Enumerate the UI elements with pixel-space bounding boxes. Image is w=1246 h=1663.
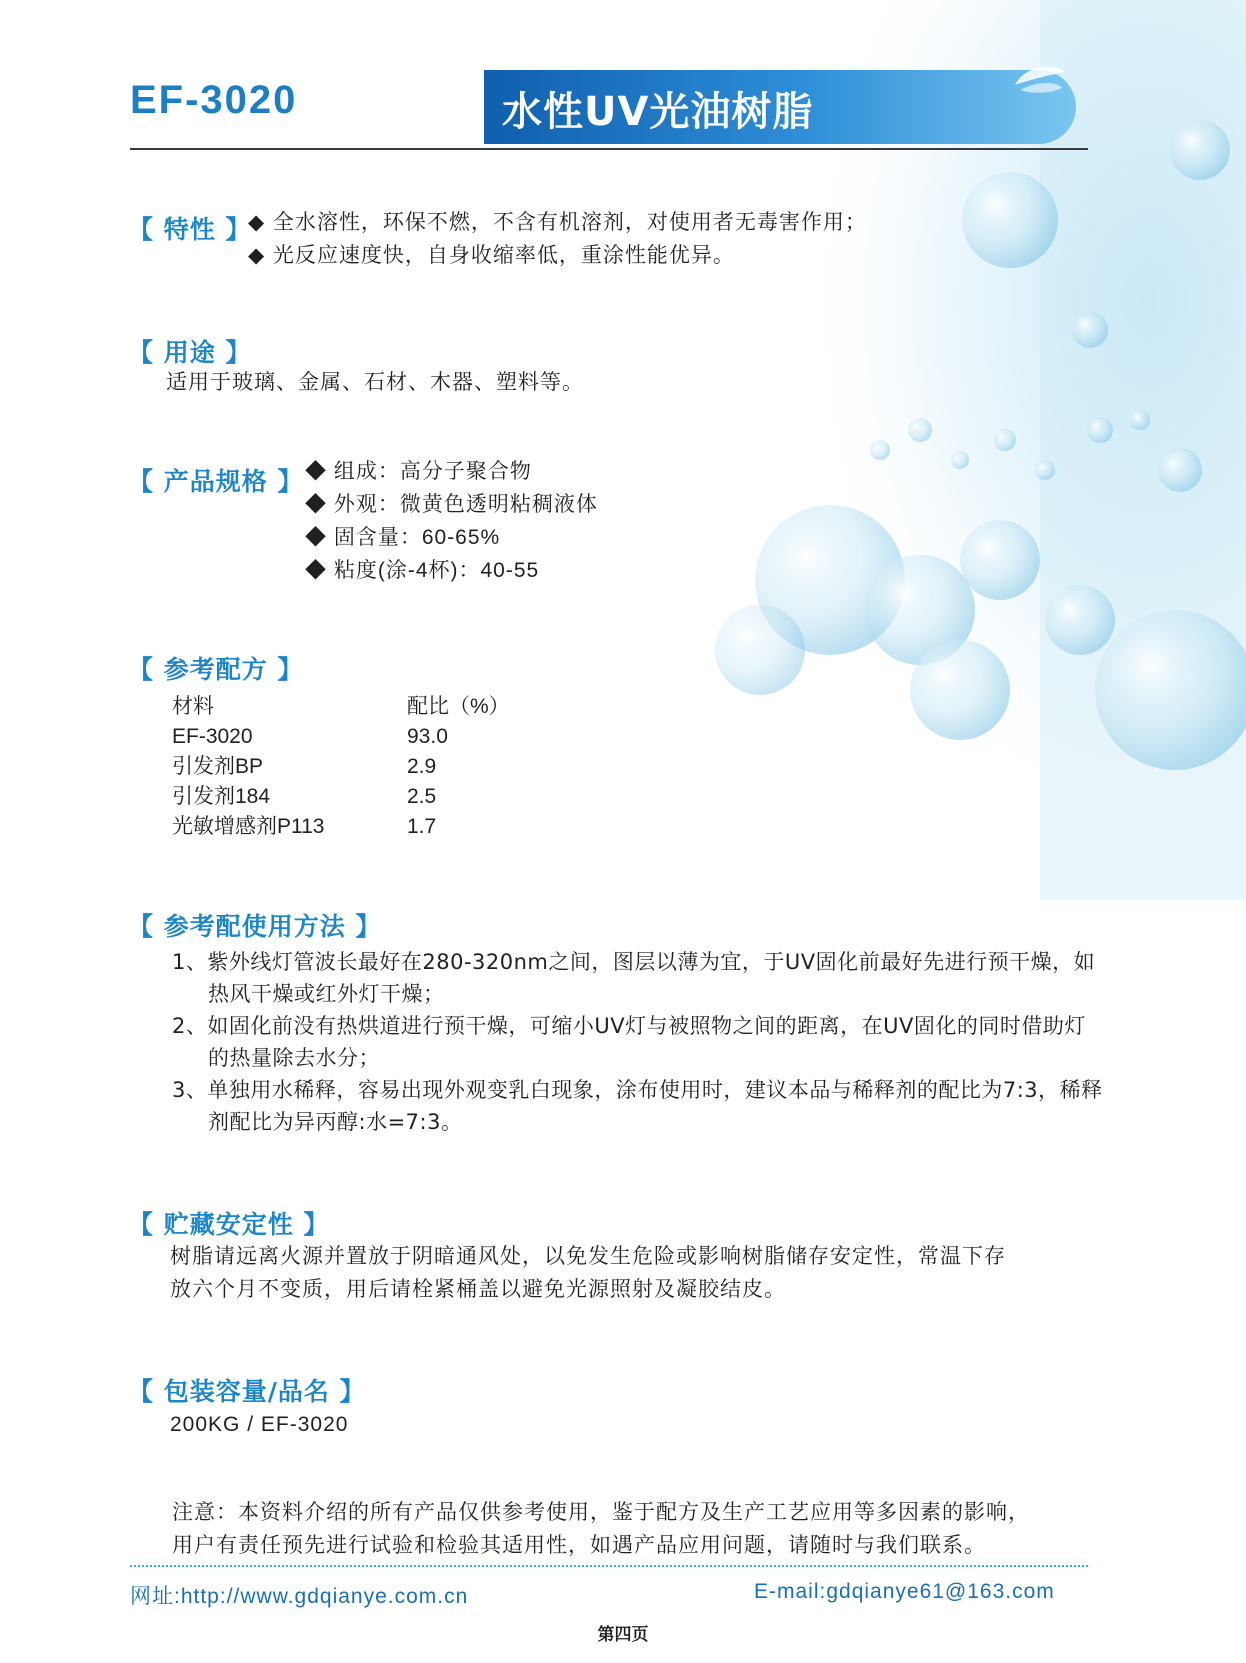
spec-item: ◆ 组成：高分子聚合物 xyxy=(305,460,532,483)
material-cell: 光敏增感剂P113 xyxy=(172,815,325,838)
method-heading: 【 参考配使用方法 】 xyxy=(128,912,382,941)
method-steps xyxy=(172,946,1107,1138)
spec-item: ◆ 固含量：60-65% xyxy=(305,526,501,549)
usage-heading: 【 用途 】 xyxy=(128,338,252,367)
material-cell: EF-3020 xyxy=(172,725,253,748)
header-rule xyxy=(130,148,1088,150)
ratio-cell: 93.0 xyxy=(407,725,448,748)
footer-divider xyxy=(130,1565,1088,1567)
ratio-cell: 1.7 xyxy=(407,815,437,838)
email-link[interactable]: E-mail:gdqianye61@163.com xyxy=(754,1580,1055,1603)
method-step: 1、紫外线灯管波长最好在280-320nm之间，图层以薄为宜，于UV固化前最好先进行预干燥，如热风干燥或红外灯干燥； xyxy=(172,950,1096,1006)
table-row xyxy=(172,782,510,812)
spec-item: ◆ 粘度(涂-4杯)：40-55 xyxy=(305,559,540,582)
feature-item: ◆ 全水溶性，环保不燃，不含有机溶剂，对使用者无毒害作用； xyxy=(248,210,867,234)
table-row xyxy=(172,812,510,842)
page-number: 第四页 xyxy=(597,1625,649,1645)
material-cell: 引发剂BP xyxy=(172,755,264,778)
table-row xyxy=(172,752,510,782)
website-link[interactable]: 网址:http://www.gdqianye.com.cn xyxy=(130,1585,469,1608)
formula-heading: 【 参考配方 】 xyxy=(128,655,304,684)
product-code: EF-3020 xyxy=(130,78,298,122)
material-cell: 引发剂184 xyxy=(172,785,271,808)
ratio-cell: 2.5 xyxy=(407,785,437,808)
ratio-cell: 2.9 xyxy=(407,755,437,778)
storage-line: 树脂请远离火源并置放于阴暗通风处，以免发生危险或影响树脂储存安定性，常温下存 xyxy=(170,1244,1006,1268)
notice-line: 用户有责任预先进行试验和检验其适用性，如遇产品应用问题，请随时与我们联系。 xyxy=(172,1533,986,1557)
packaging-text: 200KG / EF-3020 xyxy=(170,1413,349,1436)
specs-heading: 【 产品规格 】 xyxy=(128,467,304,496)
method-step: 2、如固化前没有热烘道进行预干燥，可缩小UV灯与被照物之间的距离，在UV固化的同时借助灯的热量除去水分； xyxy=(172,1014,1086,1070)
features-list xyxy=(248,206,867,272)
storage-line: 放六个月不变质，用后请栓紧桶盖以避免光源照射及凝胶结皮。 xyxy=(170,1277,786,1301)
page-title: 水性UV光油树脂 xyxy=(502,89,814,135)
column-header-material: 材料 xyxy=(172,695,214,718)
notice-text xyxy=(172,1496,1030,1562)
method-step: 3、单独用水稀释，容易出现外观变乳白现象，涂布使用时，建议本品与稀释剂的配比为7:3，稀释剂配比为异丙醇:水=7:3。 xyxy=(172,1078,1103,1134)
notice-line: 注意：本资料介绍的所有产品仅供参考使用，鉴于配方及生产工艺应用等多因素的影响， xyxy=(172,1500,1030,1524)
leaf-icon xyxy=(1010,60,1070,110)
packaging-heading: 【 包装容量/品名 】 xyxy=(128,1377,366,1406)
specs-list xyxy=(305,455,598,587)
spec-item: ◆ 外观：微黄色透明粘稠液体 xyxy=(305,493,598,516)
table-row xyxy=(172,722,510,752)
formula-header-row xyxy=(172,692,510,722)
storage-heading: 【 贮藏安定性 】 xyxy=(128,1210,330,1239)
usage-text: 适用于玻璃、金属、石材、木器、塑料等。 xyxy=(166,370,584,394)
feature-item: ◆ 光反应速度快，自身收缩率低，重涂性能优异。 xyxy=(248,243,735,267)
storage-text xyxy=(170,1240,1006,1306)
column-header-ratio: 配比（%） xyxy=(407,695,510,718)
formula-table xyxy=(172,692,510,842)
features-heading: 【 特性 】 xyxy=(128,215,252,244)
